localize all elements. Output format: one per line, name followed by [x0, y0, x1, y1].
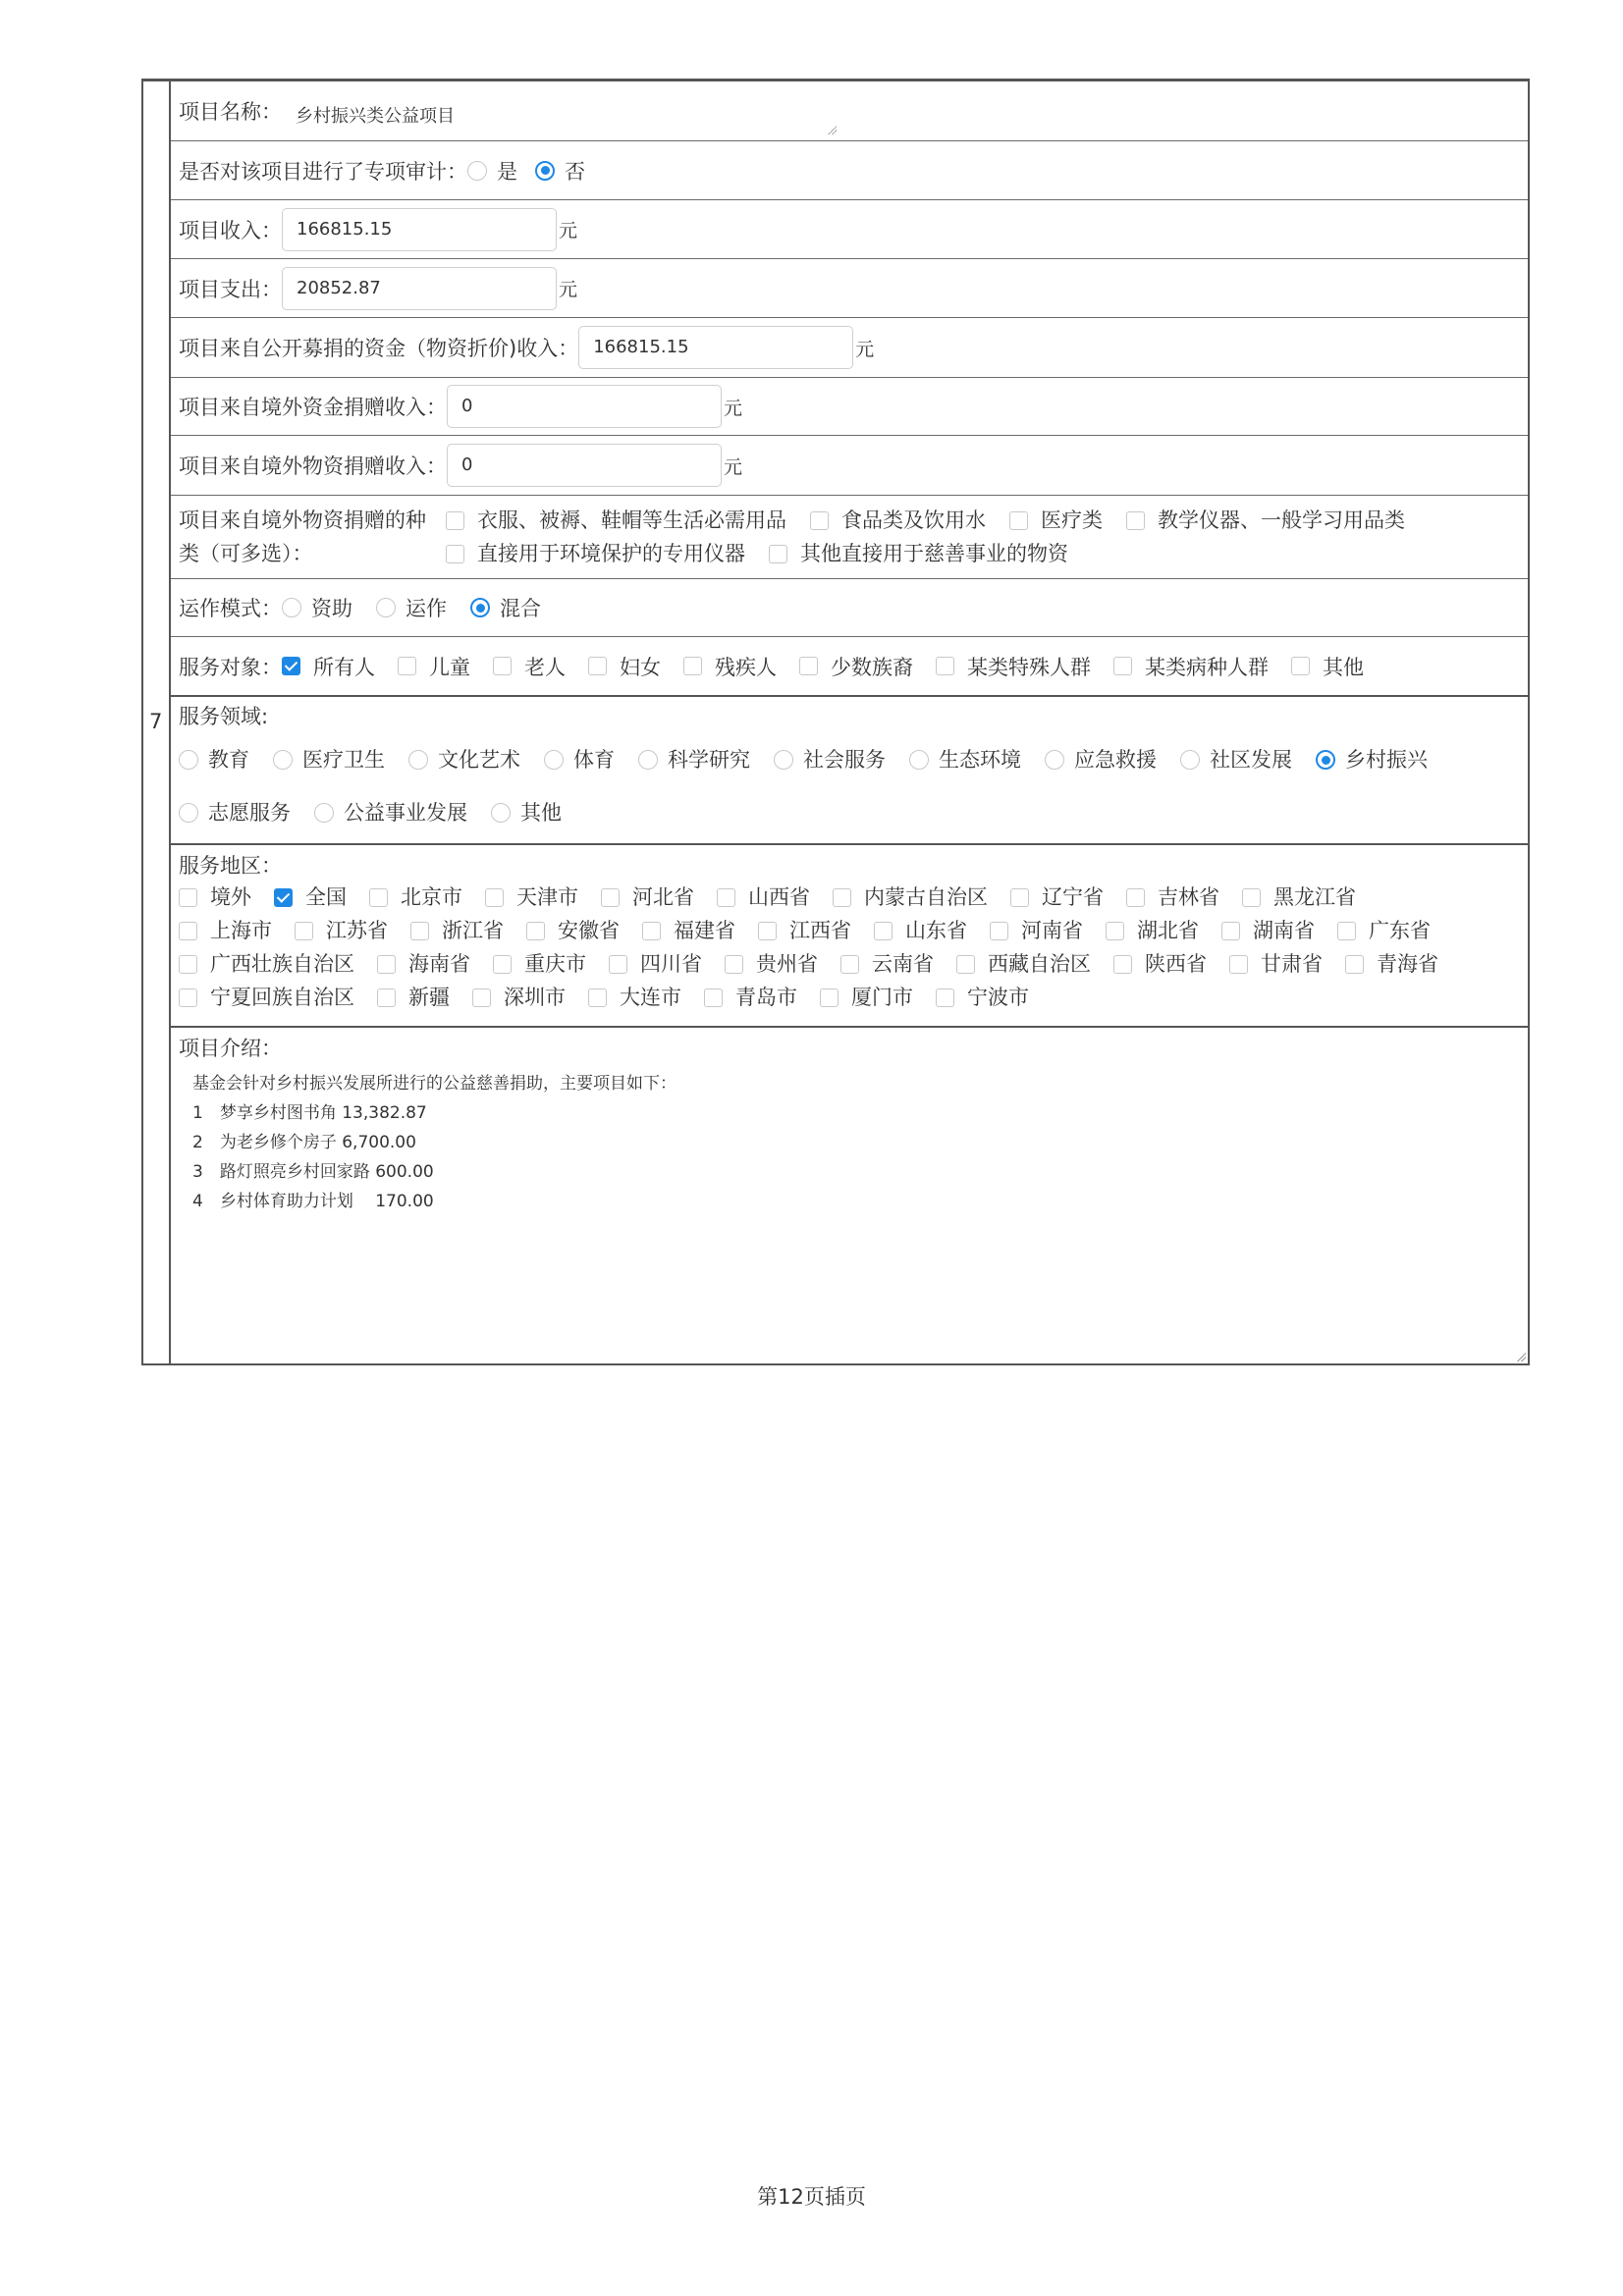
- goods-types-label-line2: 类（可多选）：: [179, 542, 313, 565]
- income-unit: 元: [559, 220, 578, 241]
- checkbox-option[interactable]: [179, 881, 251, 914]
- overseas-goods-row: [171, 436, 1528, 496]
- checkbox-option[interactable]: [936, 981, 1029, 1014]
- option-label: 浙江省: [442, 919, 504, 942]
- service-area-options: [179, 881, 1461, 1014]
- operation-mode-label: 运作模式：: [179, 597, 282, 620]
- option-label: 青海省: [1377, 952, 1438, 976]
- option-label: 混合: [500, 597, 541, 620]
- radio-option[interactable]: [273, 744, 385, 775]
- project-name-label: 项目名称：: [179, 100, 282, 124]
- service-field-line2: [179, 797, 585, 828]
- option-label: 广西壮族自治区: [210, 952, 354, 976]
- checkbox-empty-icon[interactable]: [1113, 657, 1132, 675]
- checkbox-option[interactable]: [1229, 947, 1323, 981]
- option-label: 西藏自治区: [988, 952, 1091, 976]
- income-row: [171, 200, 1528, 259]
- overseas-cash-row: [171, 378, 1528, 436]
- checkbox-option[interactable]: [1010, 881, 1104, 914]
- service-area-line: [179, 881, 1461, 914]
- service-targets-options: [282, 652, 1386, 681]
- checkbox-option[interactable]: [377, 947, 470, 981]
- option-label: 否: [565, 159, 585, 184]
- checkbox-empty-icon[interactable]: [1126, 511, 1145, 530]
- checkbox-option[interactable]: [820, 981, 913, 1014]
- radio-option[interactable]: [1045, 744, 1157, 775]
- checkbox-option[interactable]: [642, 914, 735, 947]
- option-label: 天津市: [516, 885, 578, 909]
- checkbox-empty-icon[interactable]: [377, 988, 396, 1007]
- option-label: 北京市: [401, 885, 462, 909]
- radio-option[interactable]: [638, 744, 750, 775]
- checkbox-option[interactable]: [936, 652, 1091, 681]
- checkbox-option[interactable]: [1009, 504, 1103, 537]
- checkbox-empty-icon[interactable]: [642, 922, 661, 940]
- checkbox-option[interactable]: [769, 537, 1068, 570]
- goods-types-row: [171, 496, 1528, 579]
- radio-option[interactable]: [179, 744, 249, 775]
- checkbox-empty-icon[interactable]: [493, 657, 512, 675]
- checkbox-empty-icon[interactable]: [179, 888, 197, 907]
- checkbox-option[interactable]: [1126, 504, 1405, 537]
- option-label: 社区发展: [1210, 748, 1292, 772]
- checkbox-empty-icon[interactable]: [588, 657, 607, 675]
- option-label: 生态环境: [939, 748, 1021, 772]
- checkbox-empty-icon[interactable]: [493, 955, 512, 974]
- goods-types-line1: [446, 504, 1429, 537]
- checkbox-empty-icon[interactable]: [1010, 888, 1029, 907]
- option-label: 河北省: [632, 885, 694, 909]
- intro-list-item: 3 路灯照亮乡村回家路 600.00: [192, 1162, 434, 1182]
- service-targets-label: 服务对象：: [179, 655, 282, 679]
- checkbox-option[interactable]: [758, 914, 851, 947]
- operation-mode-options: [282, 593, 565, 622]
- public-fundraising-unit: 元: [855, 338, 875, 360]
- option-label: 残疾人: [715, 655, 777, 679]
- option-label: 其他: [1323, 655, 1364, 679]
- goods-types-label-line1: 项目来自境外物资捐赠的种: [179, 508, 426, 532]
- checkbox-empty-icon[interactable]: [1126, 888, 1145, 907]
- checkbox-empty-icon[interactable]: [1113, 955, 1132, 974]
- option-label: 妇女: [620, 655, 661, 679]
- resize-handle-icon[interactable]: [1516, 1352, 1526, 1362]
- radio-option[interactable]: [544, 744, 615, 775]
- checkbox-empty-icon[interactable]: [369, 888, 388, 907]
- option-label: 辽宁省: [1042, 885, 1104, 909]
- service-field-line1: [179, 744, 1451, 775]
- option-label: 内蒙古自治区: [864, 885, 988, 909]
- expense-input[interactable]: 20852.87: [282, 267, 557, 310]
- checkbox-empty-icon[interactable]: [820, 988, 839, 1007]
- checkbox-option[interactable]: [810, 504, 986, 537]
- option-label: 宁波市: [967, 986, 1029, 1009]
- row-number-column: [143, 81, 171, 1363]
- option-label: 乡村振兴: [1345, 748, 1428, 772]
- checkbox-option[interactable]: [683, 652, 777, 681]
- public-fundraising-label: 项目来自公开募捐的资金（物资折价)收入：: [179, 337, 579, 360]
- special-audit-options: [467, 156, 603, 186]
- radio-empty-icon[interactable]: [774, 750, 793, 770]
- checkbox-empty-icon[interactable]: [769, 545, 787, 563]
- option-label: 陕西省: [1145, 952, 1207, 976]
- checkbox-empty-icon[interactable]: [601, 888, 620, 907]
- checkbox-option[interactable]: [588, 981, 681, 1014]
- overseas-goods-input[interactable]: 0: [447, 444, 722, 487]
- public-fundraising-row: [171, 318, 1528, 378]
- option-label: 贵州省: [756, 952, 818, 976]
- checkbox-option[interactable]: [799, 652, 913, 681]
- option-label: 湖南省: [1253, 919, 1315, 942]
- checkbox-empty-icon[interactable]: [446, 545, 464, 563]
- checkbox-empty-icon[interactable]: [717, 888, 735, 907]
- checkbox-option[interactable]: [956, 947, 1091, 981]
- checkbox-option[interactable]: [485, 881, 578, 914]
- option-label: 体育: [573, 748, 615, 772]
- option-label: 广东省: [1369, 919, 1431, 942]
- option-label: 教育: [208, 748, 249, 772]
- checkbox-option[interactable]: [410, 914, 504, 947]
- radio-option[interactable]: [491, 797, 562, 828]
- radio-option[interactable]: [467, 156, 517, 186]
- radio-option[interactable]: [376, 593, 447, 622]
- checkbox-empty-icon[interactable]: [758, 922, 777, 940]
- overseas-cash-input[interactable]: 0: [447, 385, 722, 428]
- option-label: 四川省: [640, 952, 702, 976]
- option-label: 所有人: [313, 655, 375, 679]
- radio-empty-icon[interactable]: [314, 803, 334, 823]
- option-label: 湖北省: [1137, 919, 1199, 942]
- checkbox-option[interactable]: [282, 652, 375, 681]
- checkbox-empty-icon[interactable]: [1009, 511, 1028, 530]
- option-label: 志愿服务: [208, 801, 291, 825]
- checkbox-empty-icon[interactable]: [1291, 657, 1310, 675]
- option-label: 医疗卫生: [302, 748, 385, 772]
- option-label: 资助: [311, 597, 352, 620]
- page-footer: 第12页插页: [757, 2185, 866, 2209]
- radio-empty-icon[interactable]: [179, 803, 198, 823]
- checkbox-option[interactable]: [526, 914, 620, 947]
- project-name-row: [171, 81, 1528, 141]
- checkbox-option[interactable]: [179, 981, 354, 1014]
- radio-empty-icon[interactable]: [467, 161, 487, 181]
- intro-list-item: 4 乡村体育助力计划 170.00: [192, 1192, 434, 1211]
- checkbox-option[interactable]: [717, 881, 810, 914]
- intro-textarea[interactable]: [192, 1069, 676, 1216]
- radio-option[interactable]: [1316, 744, 1428, 775]
- intro-list-item: 2 为老乡修个房子 6,700.00: [192, 1133, 416, 1152]
- radio-empty-icon[interactable]: [179, 750, 198, 770]
- project-name-field[interactable]: 乡村振兴类公益项目: [296, 106, 455, 127]
- checkbox-empty-icon[interactable]: [1242, 888, 1261, 907]
- radio-empty-icon[interactable]: [273, 750, 293, 770]
- radio-option[interactable]: [1180, 744, 1292, 775]
- checkbox-option[interactable]: [1221, 914, 1315, 947]
- checkbox-option[interactable]: [493, 947, 586, 981]
- checkbox-empty-icon[interactable]: [683, 657, 702, 675]
- checkbox-empty-icon[interactable]: [1345, 955, 1364, 974]
- checkbox-option[interactable]: [609, 947, 702, 981]
- checkbox-option[interactable]: [1106, 914, 1199, 947]
- checkbox-empty-icon[interactable]: [990, 922, 1008, 940]
- radio-empty-icon[interactable]: [282, 598, 301, 617]
- option-label: 吉林省: [1158, 885, 1219, 909]
- checkbox-empty-icon[interactable]: [1337, 922, 1356, 940]
- option-label: 社会服务: [803, 748, 886, 772]
- radio-option[interactable]: [282, 593, 352, 622]
- option-label: 云南省: [872, 952, 934, 976]
- option-label: 应急救援: [1074, 748, 1157, 772]
- overseas-cash-label: 项目来自境外资金捐赠收入：: [179, 396, 447, 419]
- radio-selected-icon[interactable]: [1316, 750, 1335, 770]
- checkbox-empty-icon[interactable]: [810, 511, 829, 530]
- checkbox-option[interactable]: [493, 652, 566, 681]
- checkbox-empty-icon[interactable]: [398, 657, 416, 675]
- radio-option[interactable]: [314, 797, 467, 828]
- radio-empty-icon[interactable]: [1045, 750, 1064, 770]
- checkbox-empty-icon[interactable]: [609, 955, 627, 974]
- checkbox-checked-icon[interactable]: [282, 657, 300, 675]
- expense-unit: 元: [559, 279, 578, 300]
- option-label: 少数族裔: [831, 655, 913, 679]
- checkbox-empty-icon[interactable]: [179, 988, 197, 1007]
- option-label: 某类病种人群: [1145, 655, 1269, 679]
- public-fundraising-input[interactable]: 166815.15: [578, 326, 853, 369]
- checkbox-option[interactable]: [1242, 881, 1356, 914]
- goods-types-options: [446, 504, 1429, 570]
- checkbox-empty-icon[interactable]: [1221, 922, 1240, 940]
- checkbox-option[interactable]: [601, 881, 694, 914]
- option-label: 新疆: [408, 986, 450, 1009]
- checkbox-empty-icon[interactable]: [295, 922, 313, 940]
- option-label: 江苏省: [326, 919, 388, 942]
- service-targets-row: [171, 637, 1528, 697]
- checkbox-empty-icon[interactable]: [526, 922, 545, 940]
- checkbox-empty-icon[interactable]: [410, 922, 429, 940]
- option-label: 海南省: [408, 952, 470, 976]
- radio-selected-icon[interactable]: [470, 598, 490, 617]
- option-label: 直接用于环境保护的专用仪器: [477, 542, 745, 565]
- expense-row: [171, 259, 1528, 318]
- option-label: 山东省: [905, 919, 967, 942]
- radio-empty-icon[interactable]: [909, 750, 929, 770]
- radio-empty-icon[interactable]: [544, 750, 564, 770]
- service-area-label: 服务地区：: [179, 854, 282, 878]
- option-label: 公益事业发展: [344, 801, 467, 825]
- option-label: 衣服、被褥、鞋帽等生活必需用品: [477, 508, 786, 532]
- checkbox-checked-icon[interactable]: [274, 888, 293, 907]
- checkbox-empty-icon[interactable]: [725, 955, 743, 974]
- service-field-row: [171, 697, 1528, 845]
- special-audit-row: [171, 141, 1528, 200]
- checkbox-option[interactable]: [588, 652, 661, 681]
- income-label: 项目收入：: [179, 218, 282, 242]
- option-label: 青岛市: [735, 986, 797, 1009]
- option-label: 某类特殊人群: [967, 655, 1091, 679]
- option-label: 上海市: [210, 919, 272, 942]
- checkbox-option[interactable]: [725, 947, 818, 981]
- service-area-line: [179, 914, 1461, 947]
- option-label: 重庆市: [524, 952, 586, 976]
- checkbox-option[interactable]: [472, 981, 566, 1014]
- form-content: [171, 81, 1528, 1363]
- checkbox-empty-icon[interactable]: [874, 922, 893, 940]
- option-label: 河南省: [1021, 919, 1083, 942]
- checkbox-option[interactable]: [990, 914, 1083, 947]
- service-area-line: [179, 981, 1461, 1014]
- checkbox-option[interactable]: [1113, 947, 1207, 981]
- radio-option[interactable]: [535, 156, 585, 186]
- intro-row: [171, 1028, 1528, 1363]
- option-label: 老人: [524, 655, 566, 679]
- option-label: 文化艺术: [438, 748, 520, 772]
- resize-handle-icon[interactable]: [827, 125, 837, 134]
- checkbox-empty-icon[interactable]: [704, 988, 723, 1007]
- operation-mode-row: [171, 579, 1528, 637]
- row-number: 7: [149, 710, 163, 733]
- radio-empty-icon[interactable]: [376, 598, 396, 617]
- option-label: 食品类及饮用水: [841, 508, 986, 532]
- intro-list-item: 1 梦享乡村图书角 13,382.87: [192, 1103, 427, 1123]
- radio-empty-icon[interactable]: [491, 803, 511, 823]
- checkbox-option[interactable]: [1345, 947, 1438, 981]
- radio-option[interactable]: [774, 744, 886, 775]
- option-label: 山西省: [748, 885, 810, 909]
- radio-empty-icon[interactable]: [638, 750, 658, 770]
- radio-empty-icon[interactable]: [408, 750, 428, 770]
- radio-selected-icon[interactable]: [535, 161, 555, 181]
- option-label: 教学仪器、一般学习用品类: [1158, 508, 1405, 532]
- checkbox-option[interactable]: [833, 881, 988, 914]
- checkbox-option[interactable]: [1113, 652, 1269, 681]
- checkbox-empty-icon[interactable]: [179, 922, 197, 940]
- checkbox-option[interactable]: [1291, 652, 1364, 681]
- checkbox-empty-icon[interactable]: [799, 657, 818, 675]
- checkbox-empty-icon[interactable]: [840, 955, 859, 974]
- checkbox-option[interactable]: [369, 881, 462, 914]
- checkbox-empty-icon[interactable]: [936, 657, 954, 675]
- checkbox-empty-icon[interactable]: [446, 511, 464, 530]
- checkbox-option[interactable]: [179, 914, 272, 947]
- option-label: 安徽省: [558, 919, 620, 942]
- option-label: 其他直接用于慈善事业的物资: [800, 542, 1068, 565]
- option-label: 江西省: [789, 919, 851, 942]
- option-label: 福建省: [674, 919, 735, 942]
- option-label: 运作: [406, 597, 447, 620]
- radio-option[interactable]: [470, 593, 541, 622]
- option-label: 医疗类: [1041, 508, 1103, 532]
- overseas-goods-label: 项目来自境外物资捐赠收入：: [179, 454, 447, 478]
- checkbox-empty-icon[interactable]: [833, 888, 851, 907]
- checkbox-option[interactable]: [398, 652, 470, 681]
- checkbox-empty-icon[interactable]: [1229, 955, 1248, 974]
- checkbox-empty-icon[interactable]: [588, 988, 607, 1007]
- service-field-label: 服务领域:: [179, 705, 269, 728]
- checkbox-empty-icon[interactable]: [956, 955, 975, 974]
- option-label: 境外: [210, 885, 251, 909]
- project-form-table: [141, 79, 1530, 1365]
- option-label: 是: [497, 159, 517, 184]
- checkbox-empty-icon[interactable]: [485, 888, 504, 907]
- checkbox-empty-icon[interactable]: [1106, 922, 1124, 940]
- income-input[interactable]: 166815.15: [282, 208, 557, 251]
- radio-empty-icon[interactable]: [1180, 750, 1200, 770]
- checkbox-empty-icon[interactable]: [377, 955, 396, 974]
- checkbox-option[interactable]: [274, 881, 347, 914]
- radio-option[interactable]: [179, 797, 291, 828]
- checkbox-option[interactable]: [874, 914, 967, 947]
- checkbox-empty-icon[interactable]: [472, 988, 491, 1007]
- checkbox-option[interactable]: [1337, 914, 1431, 947]
- option-label: 其他: [520, 801, 562, 825]
- special-audit-label: 是否对该项目进行了专项审计：: [179, 159, 467, 184]
- checkbox-option[interactable]: [377, 981, 450, 1014]
- service-area-line: [179, 947, 1461, 981]
- goods-types-label: [179, 504, 446, 570]
- option-label: 儿童: [429, 655, 470, 679]
- option-label: 深圳市: [504, 986, 566, 1009]
- checkbox-option[interactable]: [446, 537, 745, 570]
- checkbox-empty-icon[interactable]: [936, 988, 954, 1007]
- option-label: 大连市: [620, 986, 681, 1009]
- overseas-goods-unit: 元: [724, 455, 743, 478]
- checkbox-option[interactable]: [840, 947, 934, 981]
- radio-option[interactable]: [909, 744, 1021, 775]
- checkbox-option[interactable]: [704, 981, 797, 1014]
- checkbox-option[interactable]: [1126, 881, 1219, 914]
- option-label: 黑龙江省: [1273, 885, 1356, 909]
- goods-types-line2: [446, 537, 1429, 570]
- option-label: 宁夏回族自治区: [210, 986, 354, 1009]
- intro-summary: 基金会针对乡村振兴发展所进行的公益慈善捐助，主要项目如下：: [192, 1074, 676, 1094]
- intro-label: 项目介绍：: [179, 1037, 282, 1060]
- checkbox-empty-icon[interactable]: [179, 955, 197, 974]
- option-label: 甘肃省: [1261, 952, 1323, 976]
- checkbox-option[interactable]: [179, 947, 354, 981]
- expense-label: 项目支出：: [179, 277, 282, 301]
- option-label: 科学研究: [668, 748, 750, 772]
- checkbox-option[interactable]: [446, 504, 786, 537]
- radio-option[interactable]: [408, 744, 520, 775]
- option-label: 厦门市: [851, 986, 913, 1009]
- overseas-cash-unit: 元: [724, 397, 743, 419]
- checkbox-option[interactable]: [295, 914, 388, 947]
- service-area-row: [171, 845, 1528, 1028]
- option-label: 全国: [305, 885, 347, 909]
